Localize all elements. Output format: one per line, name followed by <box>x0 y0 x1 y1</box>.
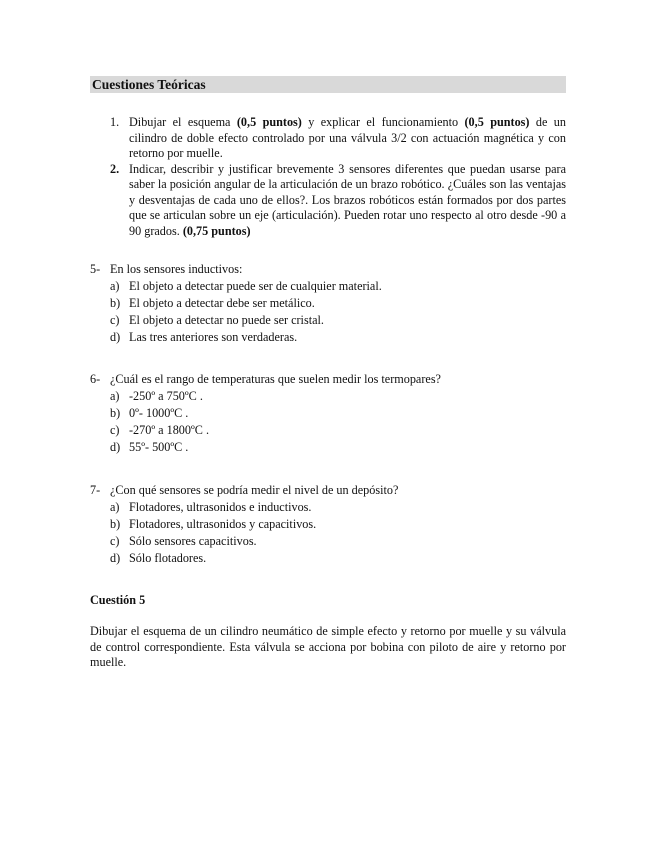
question-number: 5- <box>90 262 101 276</box>
question-text: ¿Cuál es el rango de temperaturas que suelen medir los termopares? <box>110 372 441 386</box>
theory-item-1 <box>110 115 566 162</box>
option-b: b) El objeto a detectar debe ser metálico. <box>110 295 315 310</box>
option-d: d) Sólo flotadores. <box>110 550 207 565</box>
question-number: 7- <box>90 483 101 497</box>
item-number: 1. <box>110 115 120 129</box>
cuestion-5-body: Dibujar el esquema de un cilindro neumático de simple efecto y retorno por muelle y su válvula de control correspondiente. Esta válvula se acciona por bobina con piloto de aire y retorno por muelle. <box>90 624 566 669</box>
section-header <box>90 76 566 93</box>
item-text: Indicar, describir y justificar brevemente 3 sensores diferentes que puedan usarse para saber la posición angular de la articulación de un brazo robótico. ¿Cuáles son las ventajas y desventajas de cada uno de ellos?. Los brazos robóticos están formados por dos partes que se articulan sobre un eje (articulación). Pueden rotar uno respecto al otro desde -90 a 90 grados. (0,75 puntos) <box>129 161 566 238</box>
option-a: a) -250º a 750ºC . <box>110 388 203 403</box>
option-b: b) Flotadores, ultrasonidos y capacitivos. <box>110 516 317 531</box>
theory-item-2 <box>110 162 566 240</box>
question-7 <box>90 483 566 567</box>
question-text: ¿Con qué sensores se podría medir el nivel de un depósito? <box>110 483 399 497</box>
option-a: a) El objeto a detectar puede ser de cualquier material. <box>110 278 382 293</box>
item-number: 2. <box>110 161 120 176</box>
option-b: b) 0º- 1000ºC . <box>110 405 189 420</box>
question-5 <box>90 262 566 346</box>
question-6 <box>90 372 566 456</box>
question-number: 6- <box>90 372 101 386</box>
option-d: d) Las tres anteriores son verdaderas. <box>110 329 298 344</box>
option-c: c) Sólo sensores capacitivos. <box>110 533 257 548</box>
question-text: En los sensores inductivos: <box>110 262 243 276</box>
theory-list <box>110 115 566 239</box>
option-c: c) El objeto a detectar no puede ser cristal. <box>110 312 324 327</box>
option-d: d) 55º- 500ºC . <box>110 439 189 454</box>
cuestion-5-title: Cuestión 5 <box>90 593 146 607</box>
option-a: a) Flotadores, ultrasonidos e inductivos. <box>110 499 312 514</box>
item-text: Dibujar el esquema (0,5 puntos) y explicar el funcionamiento (0,5 puntos) de un cilindro de doble efecto controlado por una válvula 3/2 con actuación magnética y con retorno por muelle. <box>129 115 566 160</box>
option-c: c) -270º a 1800ºC . <box>110 422 209 437</box>
section-title: Cuestiones Teóricas <box>92 77 206 92</box>
